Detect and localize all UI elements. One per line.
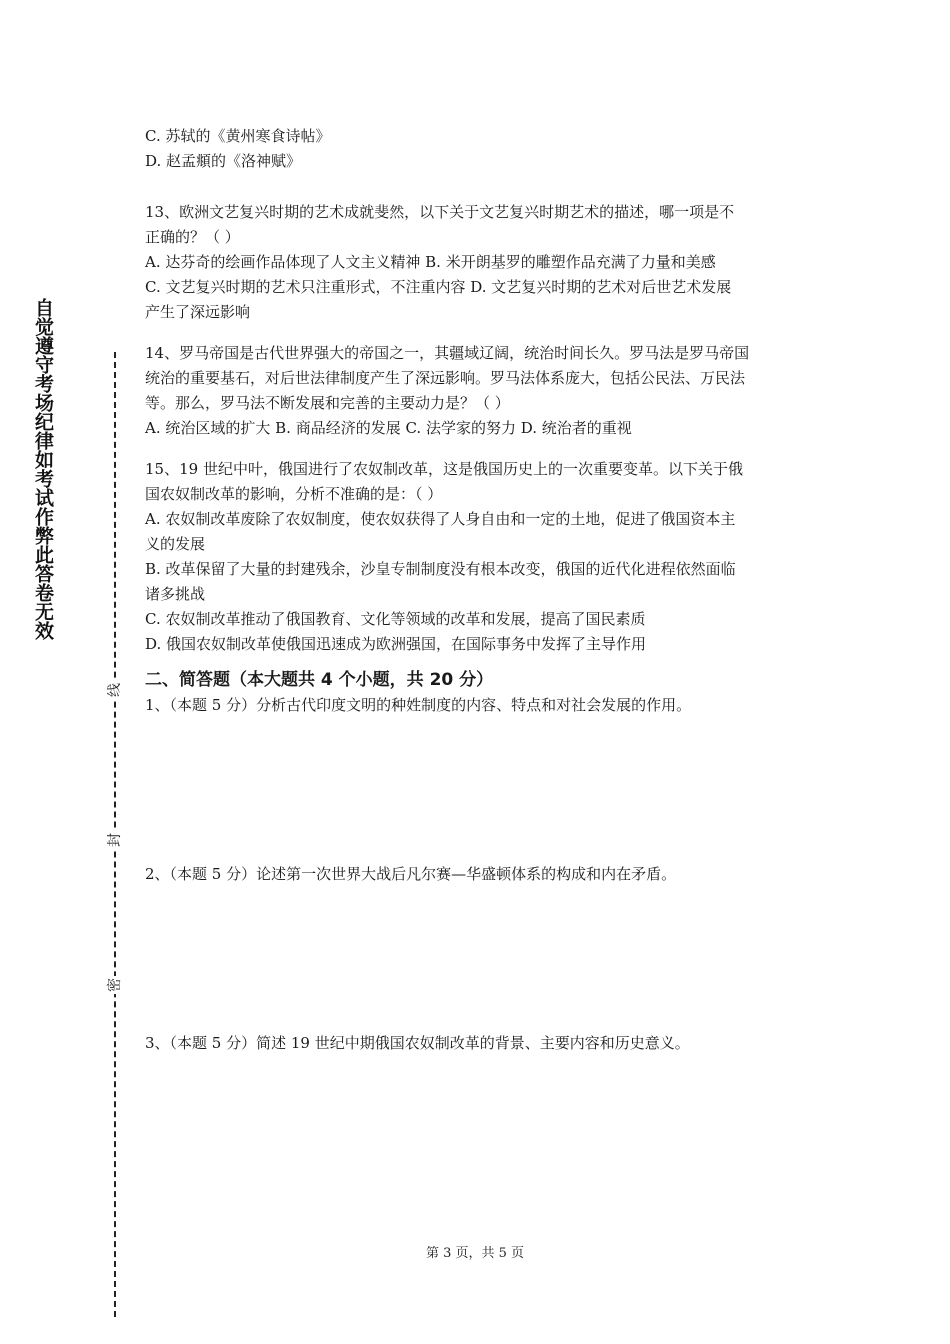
option-line: D. 俄国农奴制改革使俄国迅速成为欧洲强国，在国际事务中发挥了主导作用 (145, 635, 647, 653)
question-stem-line: 国农奴制改革的影响，分析不准确的是：（ ） (145, 485, 443, 503)
exam-content (145, 124, 815, 1056)
option-line: 义的发展 (145, 535, 206, 553)
short-answer-question-1: 1、（本题 5 分）分析古代印度文明的种姓制度的内容、特点和对社会发展的作用。 (145, 696, 692, 714)
question-stem-line: 等。那么，罗马法不断发展和完善的主要动力是？（ ） (145, 394, 510, 412)
question-15 (145, 457, 815, 657)
binding-label-xian: 线 (107, 683, 123, 697)
option-line: A. 统治区域的扩大 B. 商品经济的发展 C. 法学家的努力 D. 统治者的重视 (145, 419, 632, 437)
binding-label-feng: 封 (107, 833, 123, 847)
page-number: 第 3 页，共 5 页 (425, 1246, 525, 1261)
option-line: B. 改革保留了大量的封建残余，沙皇专制制度没有根本改变，俄国的近代化进程依然面临 (145, 560, 736, 578)
option-line: 产生了深远影响 (145, 303, 251, 321)
section-heading: 二、简答题（本大题共 4 个小题，共 20 分） (145, 670, 494, 690)
option-line: C. 苏轼的《黄州寒食诗帖》 (145, 127, 331, 145)
binding-label-mi: 密 (107, 978, 123, 992)
question-stem-line: 15、19 世纪中叶，俄国进行了农奴制改革，这是俄国历史上的一次重要变革。以下关于俄 (145, 460, 743, 478)
question-14 (145, 341, 815, 441)
exam-discipline-warning: 自觉遵守考场纪律如考试作弊此答卷无效 (32, 298, 54, 640)
question-stem-line: 13、欧洲文艺复兴时期的艺术成就斐然，以下关于文艺复兴时期艺术的描述，哪一项是不 (145, 203, 735, 221)
option-line: 诸多挑战 (145, 585, 206, 603)
question-13 (145, 200, 815, 325)
answer-space[interactable] (145, 718, 815, 862)
option-line: C. 农奴制改革推动了俄国教育、文化等领域的改革和发展，提高了国民素质 (145, 610, 646, 628)
question-stem-line: 14、罗马帝国是古代世界强大的帝国之一，其疆域辽阔，统治时间长久。罗马法是罗马帝国 (145, 344, 750, 362)
short-answer-question-3: 3、（本题 5 分）简述 19 世纪中期俄国农奴制改革的背景、主要内容和历史意义。 (145, 1034, 690, 1052)
previous-question-options (145, 124, 815, 174)
answer-space[interactable] (145, 887, 815, 1031)
option-line: A. 达芬奇的绘画作品体现了人文主义精神 B. 米开朗基罗的雕塑作品充满了力量和美感 (145, 253, 716, 271)
option-line: A. 农奴制改革废除了农奴制度，使农奴获得了人身自由和一定的土地，促进了俄国资本主 (145, 510, 736, 528)
option-line: D. 赵孟頫的《洛神赋》 (145, 152, 302, 170)
question-stem-line: 统治的重要基石，对后世法律制度产生了深远影响。罗马法体系庞大，包括公民法、万民法 (145, 369, 746, 387)
short-answer-question-2: 2、（本题 5 分）论述第一次世界大战后凡尔赛—华盛顿体系的构成和内在矛盾。 (145, 865, 677, 883)
question-stem-line: 正确的？（ ） (145, 228, 240, 246)
option-line: C. 文艺复兴时期的艺术只注重形式，不注重内容 D. 文艺复兴时期的艺术对后世艺术发展 (145, 278, 732, 296)
